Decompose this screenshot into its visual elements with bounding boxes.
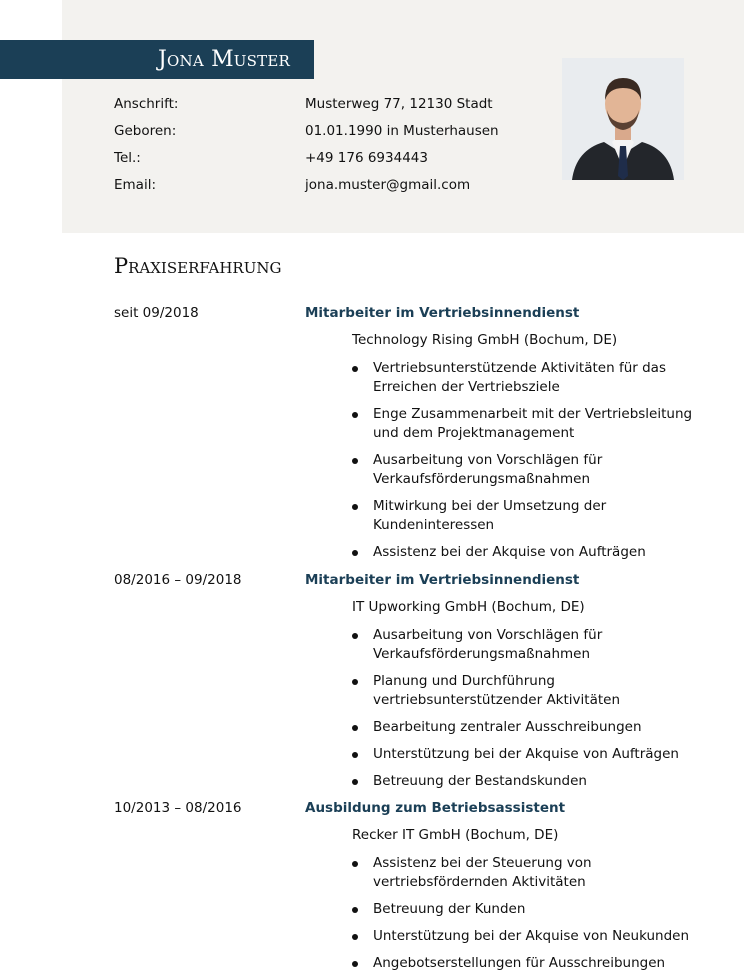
bullet-line: Ausarbeitung von Vorschlägen für	[373, 452, 603, 468]
job-title: Mitarbeiter im Vertriebsinnendienst	[305, 572, 580, 588]
bullet-line: Bearbeitung zentraler Ausschreibungen	[373, 719, 642, 735]
job-date: 08/2016 – 09/2018	[114, 572, 242, 588]
bullet-icon	[352, 458, 358, 464]
bullet-icon	[352, 633, 358, 639]
info-value: jona.muster@gmail.com	[305, 177, 471, 193]
bullet-line: und dem Projektmanagement	[373, 425, 575, 441]
bullet-icon	[352, 752, 358, 758]
bullet-item	[373, 543, 646, 562]
job-title: Ausbildung zum Betriebsassistent	[305, 800, 566, 816]
bullet-line: Angebotserstellungen für Ausschreibungen	[373, 955, 666, 971]
info-label: Email:	[114, 177, 157, 193]
bullet-line: Enge Zusammenarbeit mit der Vertriebsleitung	[373, 406, 693, 422]
bullet-item	[373, 772, 587, 791]
bullet-icon	[352, 861, 358, 867]
job-company: Recker IT GmbH (Bochum, DE)	[352, 827, 559, 843]
bullet-item	[373, 672, 620, 710]
bullet-line: Assistenz bei der Akquise von Aufträgen	[373, 544, 646, 560]
info-label: Anschrift:	[114, 96, 179, 112]
bullet-item	[373, 854, 592, 892]
job-date: seit 09/2018	[114, 305, 199, 321]
info-value: +49 176 6934443	[305, 150, 428, 166]
bullet-line: vertriebsfördernden Aktivitäten	[373, 874, 586, 890]
bullet-icon	[352, 725, 358, 731]
bullet-line: Betreuung der Bestandskunden	[373, 773, 587, 789]
bullet-item	[373, 745, 679, 764]
bullet-icon	[352, 504, 358, 510]
bullet-icon	[352, 934, 358, 940]
info-label: Tel.:	[114, 150, 141, 166]
bullet-icon	[352, 412, 358, 418]
bullet-line: Betreuung der Kunden	[373, 901, 526, 917]
info-label: Geboren:	[114, 123, 177, 139]
job-date: 10/2013 – 08/2016	[114, 800, 242, 816]
bullet-item	[373, 451, 602, 489]
bullet-line: vertriebsunterstützender Aktivitäten	[373, 692, 621, 708]
bullet-item	[373, 927, 689, 946]
bullet-icon	[352, 961, 358, 967]
profile-photo-illustration	[562, 58, 684, 180]
bullet-line: Kundeninteressen	[373, 517, 495, 533]
bullet-item	[373, 405, 692, 443]
bullet-item	[373, 359, 666, 397]
bullet-item	[373, 954, 665, 973]
bullet-item	[373, 497, 606, 535]
bullet-icon	[352, 907, 358, 913]
bullet-icon	[352, 679, 358, 685]
bullet-item	[373, 900, 525, 919]
bullet-line: Erreichen der Vertriebsziele	[373, 379, 560, 395]
job-company: IT Upworking GmbH (Bochum, DE)	[352, 599, 585, 615]
job-company: Technology Rising GmbH (Bochum, DE)	[352, 332, 618, 348]
bullet-line: Mitwirkung bei der Umsetzung der	[373, 498, 607, 514]
bullet-item	[373, 626, 602, 664]
bullet-line: Unterstützung bei der Akquise von Neukunden	[373, 928, 690, 944]
bullet-line: Verkaufsförderungsmaßnahmen	[373, 646, 591, 662]
candidate-name: Jona Muster	[158, 47, 290, 72]
info-value: Musterweg 77, 12130 Stadt	[305, 96, 493, 112]
bullet-line: Ausarbeitung von Vorschlägen für	[373, 627, 603, 643]
bullet-line: Verkaufsförderungsmaßnahmen	[373, 471, 591, 487]
bullet-item	[373, 718, 642, 737]
bullet-line: Vertriebsunterstützende Aktivitäten für das	[373, 360, 666, 376]
bullet-line: Assistenz bei der Steuerung von	[373, 855, 592, 871]
bullet-icon	[352, 550, 358, 556]
bullet-icon	[352, 366, 358, 372]
profile-photo	[562, 58, 684, 180]
job-title: Mitarbeiter im Vertriebsinnendienst	[305, 305, 580, 321]
section-title: Praxiserfahrung	[114, 254, 282, 278]
info-value: 01.01.1990 in Musterhausen	[305, 123, 499, 139]
bullet-line: Unterstützung bei der Akquise von Aufträgen	[373, 746, 679, 762]
bullet-line: Planung und Durchführung	[373, 673, 555, 689]
bullet-icon	[352, 779, 358, 785]
